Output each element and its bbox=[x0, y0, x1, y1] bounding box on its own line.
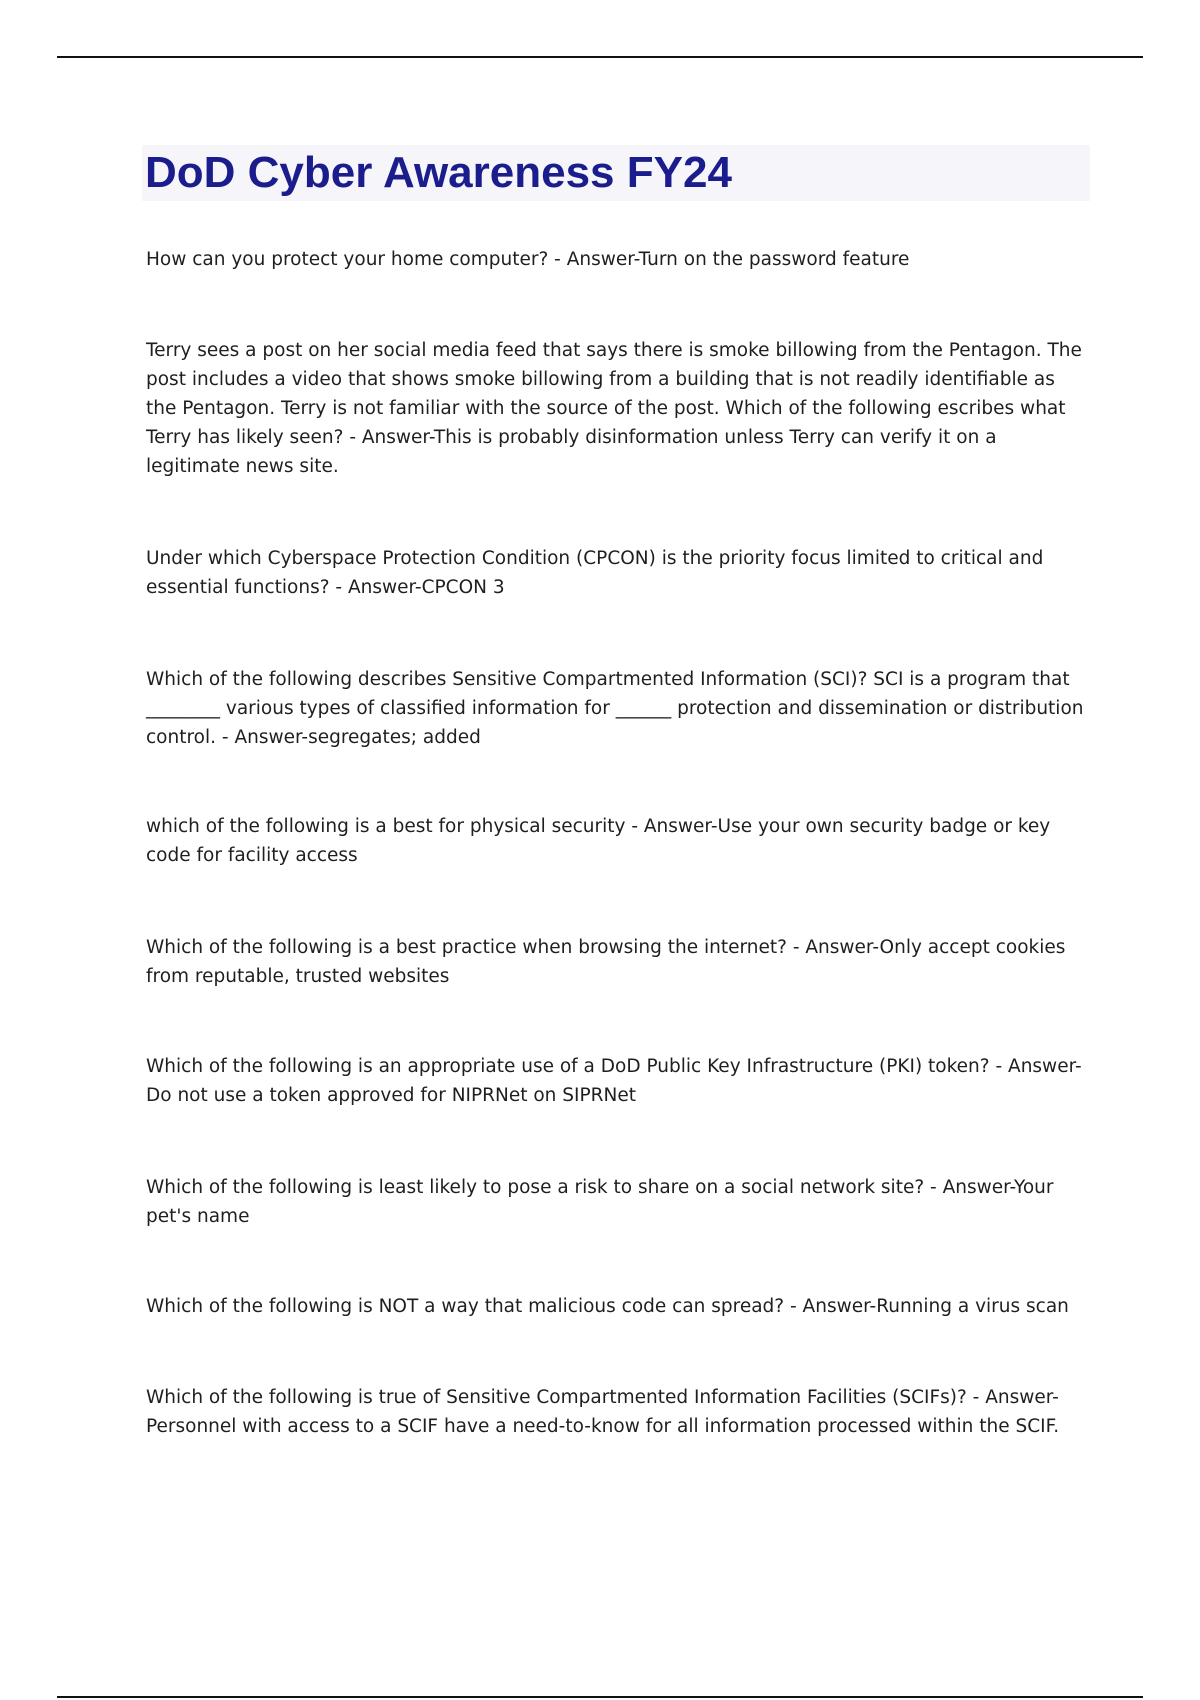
qa-item-9: Which of the following is NOT a way that malicious code can spread? - Answer-Running a virus scan bbox=[146, 1296, 1069, 1317]
page-title: DoD Cyber Awareness FY24 bbox=[145, 148, 732, 197]
bottom-rule bbox=[57, 1696, 1143, 1698]
qa-item-7: Which of the following is an appropriate use of a DoD Public Key Infrastructure (PKI) token? - Answer-Do not use a token approved for NIPRNet on SIPRNet bbox=[146, 1056, 1082, 1106]
qa-item-5: which of the following is a best for physical security - Answer-Use your own security badge or key code for facility access bbox=[146, 816, 1051, 866]
qa-item-3: Under which Cyberspace Protection Condition (CPCON) is the priority focus limited to critical and essential functions? - Answer-CPCON 3 bbox=[146, 548, 1044, 598]
qa-item-1: How can you protect your home computer? - Answer-Turn on the password feature bbox=[146, 249, 910, 270]
qa-item-8: Which of the following is least likely to pose a risk to share on a social network site? - Answer-Your pet's name bbox=[146, 1177, 1054, 1227]
qa-item-4: Which of the following describes Sensitive Compartmented Information (SCI)? SCI is a program that ________ various types of classified information for ______ protection and dissemination or distribution control. - Answer-segregates; added bbox=[146, 669, 1084, 748]
qa-item-6: Which of the following is a best practice when browsing the internet? - Answer-Only accept cookies from reputable, trusted websites bbox=[146, 937, 1066, 987]
top-rule bbox=[57, 56, 1143, 58]
qa-item-10: Which of the following is true of Sensitive Compartmented Information Facilities (SCIFs)? - Answer-Personnel with access to a SCIF have a need-to-know for all information processed within the SCIF. bbox=[146, 1387, 1060, 1437]
qa-item-2: Terry sees a post on her social media feed that says there is smoke billowing from the Pentagon. The post includes a video that shows smoke billowing from a building that is not readily identifiable as the Pentagon. Terry is not familiar with the source of the post. Which of the following escribes what Terry has likely seen? - Answer-This is probably disinformation unless Terry can verify it on a legitimate news site. bbox=[146, 340, 1082, 477]
